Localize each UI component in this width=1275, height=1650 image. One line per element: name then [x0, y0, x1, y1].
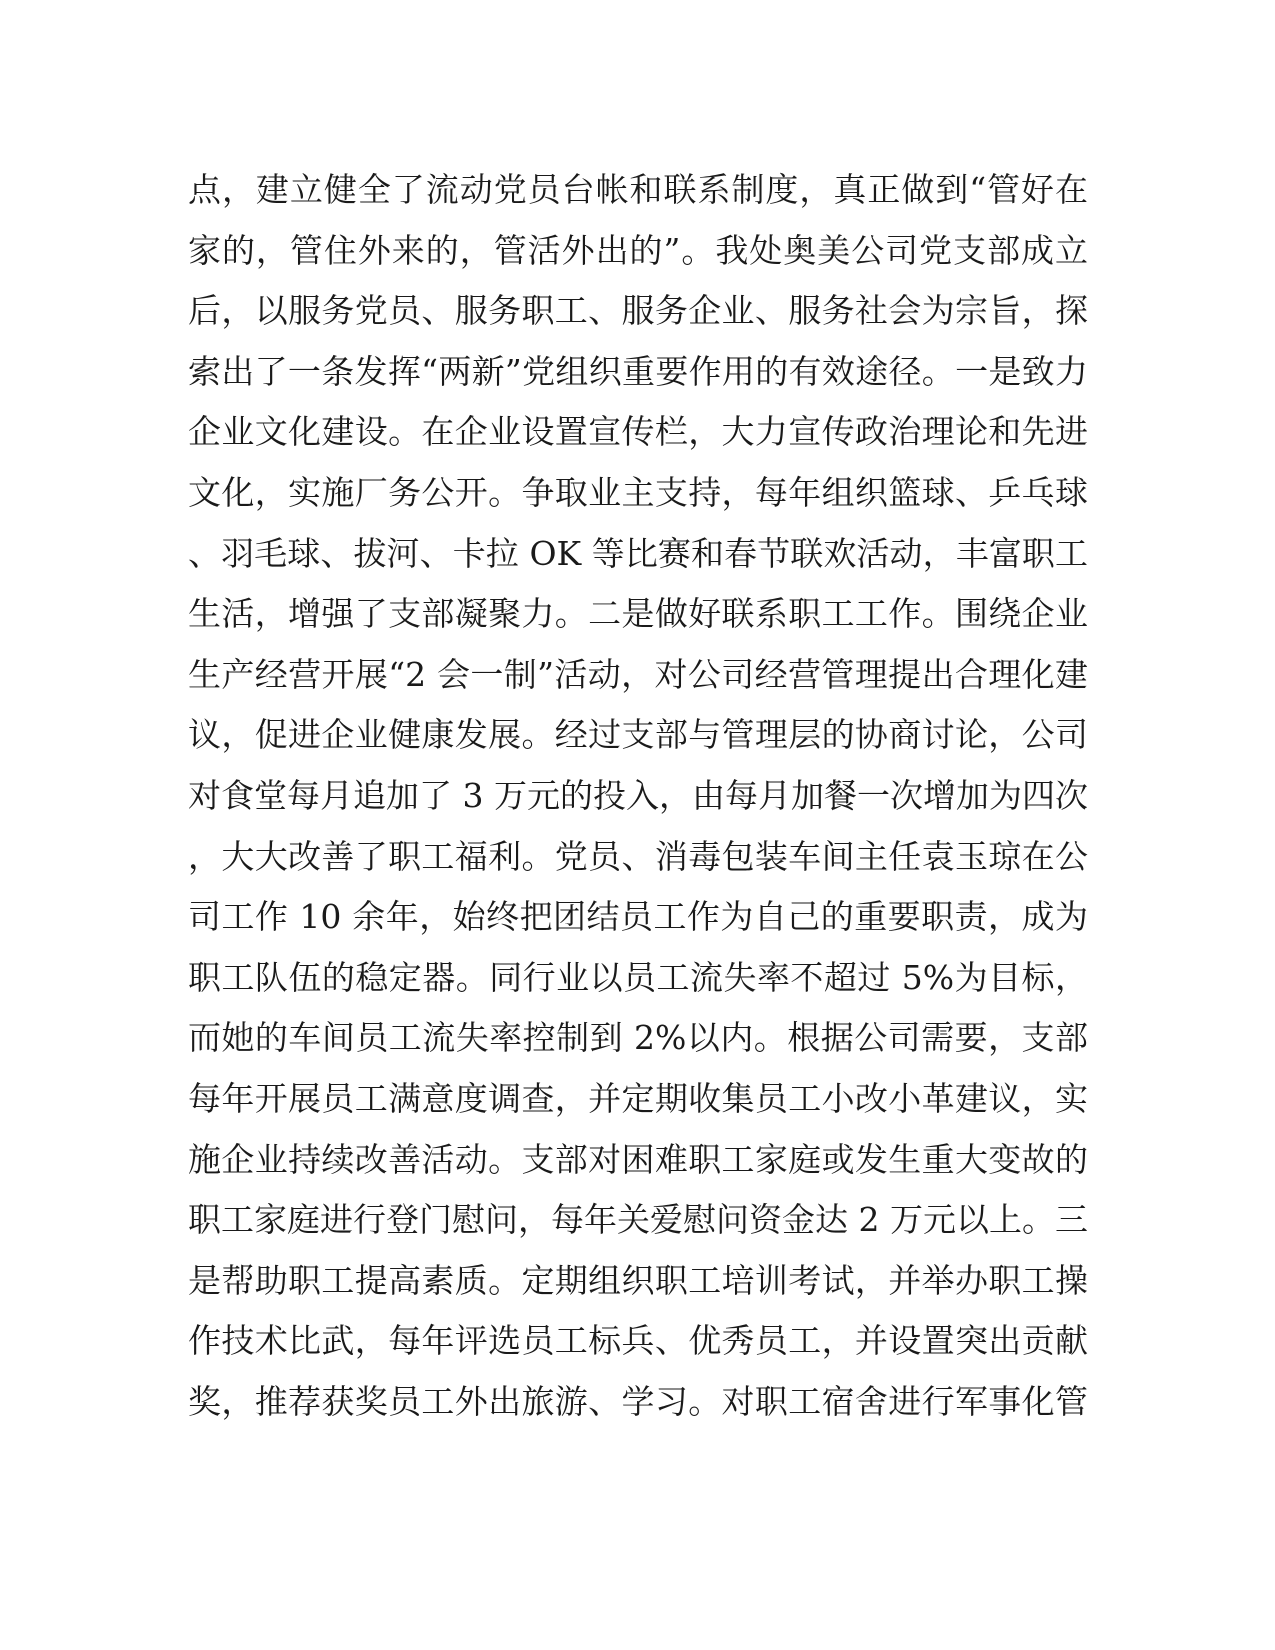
text-line: 议，促进企业健康发展。经过支部与管理层的协商讨论，公司: [188, 715, 1088, 755]
text-line: 每年开展员工满意度调查，并定期收集员工小改小革建议，实: [188, 1078, 1088, 1118]
text-line: 是帮助职工提高素质。定期组织职工培训考试，并举办职工操: [188, 1260, 1088, 1300]
text-line: 对食堂每月追加了 3 万元的投入，由每月加餐一次增加为四次: [188, 775, 1088, 815]
text-line: 点，建立健全了流动党员台帐和联系制度，真正做到“管好在: [188, 170, 1088, 209]
text-line: 职工家庭进行登门慰问，每年关爱慰问资金达 2 万元以上。三: [188, 1200, 1088, 1240]
text-line: 司工作 10 余年，始终把团结员工作为自己的重要职责，成为: [188, 897, 1088, 937]
text-line: 索出了一条发挥“两新”党组织重要作用的有效途径。一是致力: [188, 351, 1088, 391]
text-line: 企业文化建设。在企业设置宣传栏，大力宣传政治理论和先进: [188, 412, 1088, 452]
text-line: 而她的车间员工流失率控制到 2%以内。根据公司需要，支部: [188, 1018, 1088, 1058]
text-line: 生产经营开展“2 会一制”活动，对公司经营管理提出合理化建: [188, 654, 1088, 694]
text-line: 施企业持续改善活动。支部对困难职工家庭或发生重大变故的: [188, 1139, 1088, 1179]
text-line: 文化，实施厂务公开。争取业主支持，每年组织篮球、乒乓球: [188, 472, 1088, 512]
text-line: 作技术比武，每年评选员工标兵、优秀员工，并设置突出贡献: [188, 1321, 1088, 1361]
text-line: 家的，管住外来的，管活外出的”。我处奥美公司党支部成立: [188, 230, 1088, 270]
body-paragraph: [188, 160, 1088, 1432]
text-line: 生活，增强了支部凝聚力。二是做好联系职工工作。围绕企业: [188, 594, 1088, 634]
text-line: 后，以服务党员、服务职工、服务企业、服务社会为宗旨，探: [188, 291, 1088, 331]
text-line: 、羽毛球、拔河、卡拉 OK 等比赛和春节联欢活动，丰富职工: [188, 533, 1088, 573]
text-line: 奖，推荐获奖员工外出旅游、学习。对职工宿舍进行军事化管: [188, 1381, 1088, 1421]
text-line: ，大大改善了职工福利。党员、消毒包装车间主任袁玉琼在公: [188, 836, 1088, 876]
text-line: 职工队伍的稳定器。同行业以员工流失率不超过 5%为目标，: [188, 957, 1088, 997]
